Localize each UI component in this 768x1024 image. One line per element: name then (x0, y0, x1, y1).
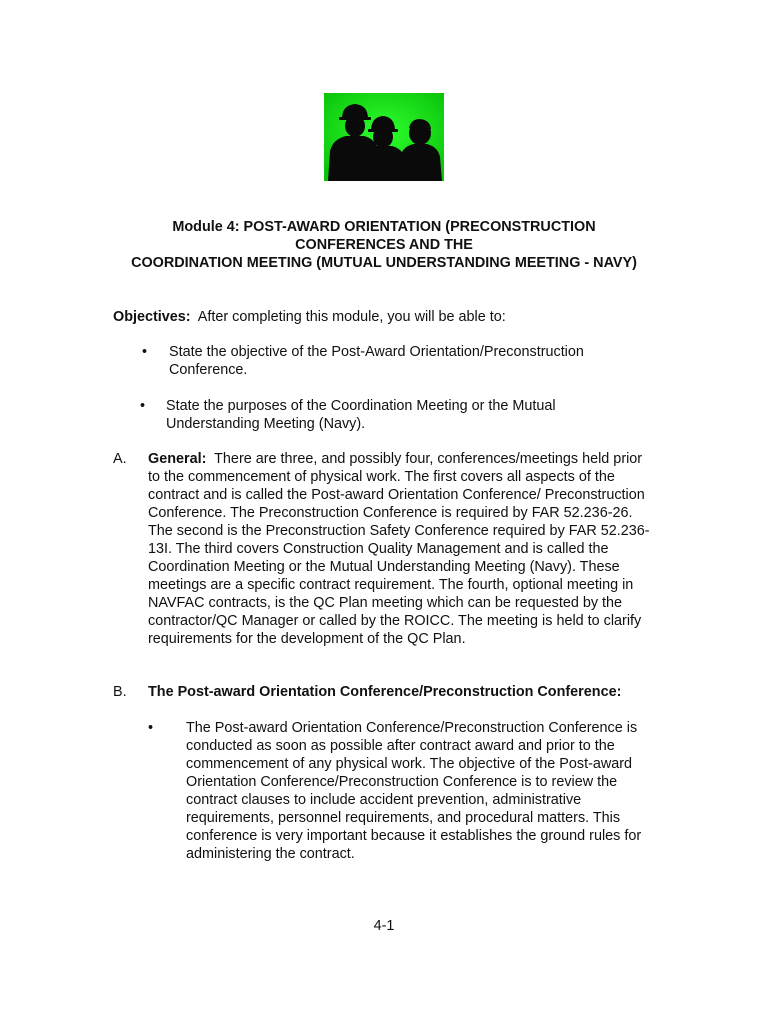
section-b-bullet-text: The Post-award Orientation Conference/Preconstruction Conference is conducted as soon as possible after contract award and prior to the commencement of any physical work. The objective of the Post-award Orientation Conference/Preconstruction Conference is to review the contract clauses to include accident prevention, administrative requirements, personnel requirements, and procedural matters. This conference is very important because it establishes the ground rules for administering the contract. (186, 720, 642, 862)
objective-text: State the objective of the Post-Award Orientation/Preconstruction Conference. (169, 344, 584, 378)
title-line-1: Module 4: POST-AWARD ORIENTATION (PRECONSTRUCTION (172, 219, 596, 235)
objectives-intro (113, 308, 673, 326)
objectives-intro-text: After completing this module, you will be able to: (197, 309, 506, 325)
section-letter: A. (113, 451, 127, 467)
module-title (60, 218, 708, 272)
bullet-icon: • (148, 720, 154, 736)
section-letter: B. (113, 684, 127, 700)
objectives-label: Objectives: (113, 309, 191, 325)
meeting-silhouette-image (324, 93, 444, 181)
section-b-heading: The Post-award Orientation Conference/Preconstruction Conference: (148, 684, 622, 700)
section-a-body (148, 450, 658, 648)
objective-text: State the purposes of the Coordination Meeting or the Mutual Understanding Meeting (Navy). (166, 398, 556, 432)
bullet-icon: • (140, 398, 146, 414)
section-b-heading-wrap (148, 683, 658, 701)
bullet-icon: • (142, 344, 148, 360)
page-number: 4-1 (373, 918, 395, 934)
title-line-2: CONFERENCES AND THE (295, 237, 473, 253)
section-a-heading: General: (148, 451, 207, 467)
section-a-text: There are three, and possibly four, conferences/meetings held prior to the commencement of physical work. The first covers all aspects of the contract and is called the Post-award Orientation Conference/ Preconstruction Conference. The Preconstruction Conference is required by FAR 52.236-26. The second is the Preconstruction Safety Conference required by FAR 52.236-13I. The third covers Construction Quality Management and is called the Coordination Meeting or the Mutual Understanding Meeting (Navy). These meetings are a specific contract requirement. The fourth, optional meeting in NAVFAC contracts, is the QC Plan meeting which can be requested by the contractor/QC Manager or called by the ROICC. The meeting is held to clarify requirements for the development of the QC Plan. (148, 451, 650, 647)
title-line-3: COORDINATION MEETING (MUTUAL UNDERSTANDING MEETING - NAVY) (131, 255, 637, 271)
